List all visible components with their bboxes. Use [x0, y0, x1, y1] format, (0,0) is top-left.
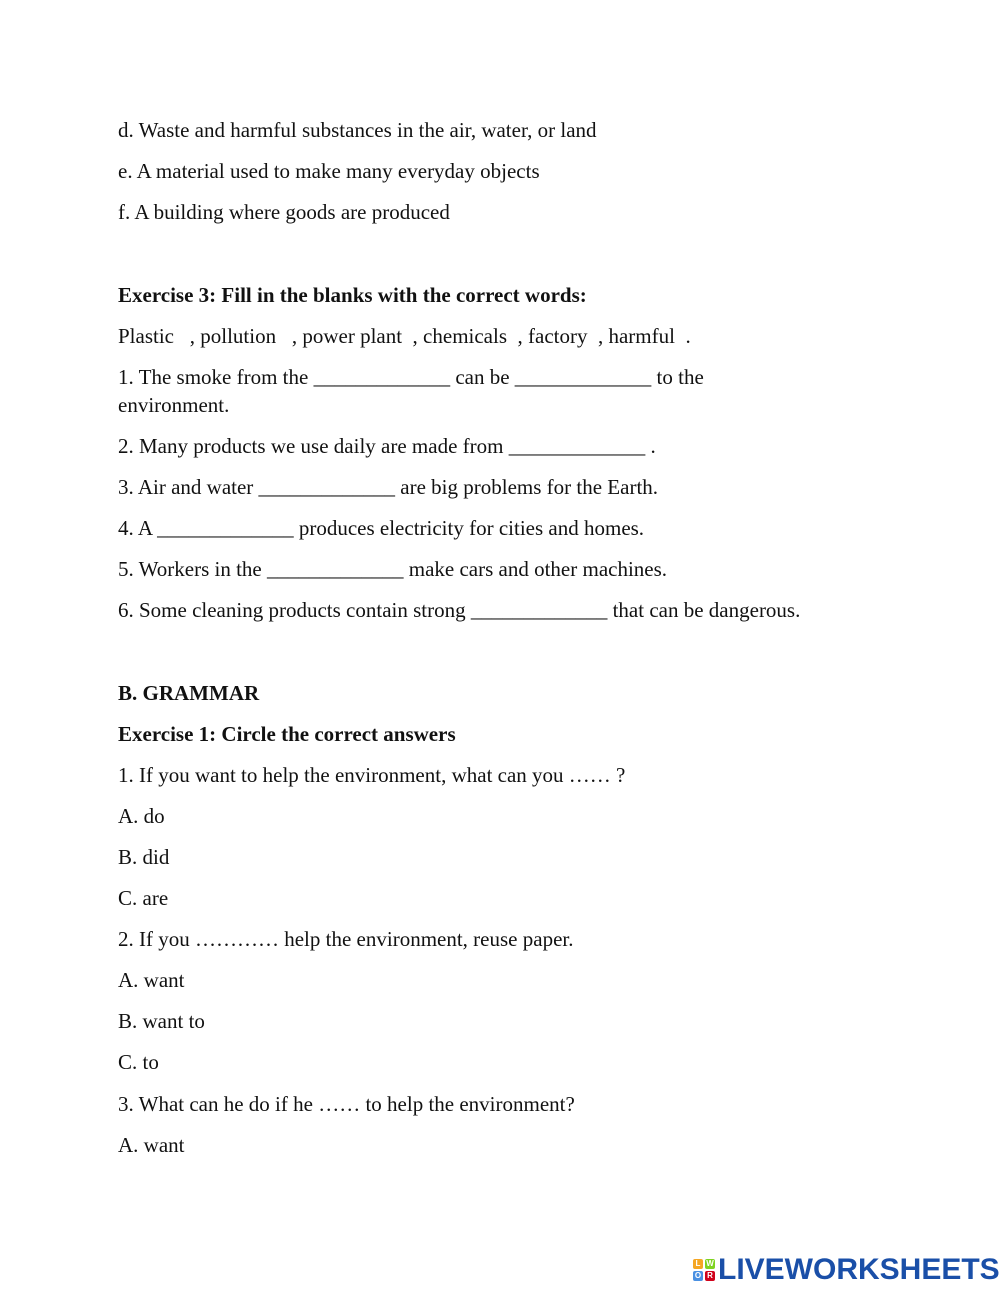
exercise3-question-6: 6. Some cleaning products contain strong _____________ that can be dangerous. [118, 598, 801, 622]
exercise3-question-1-line2: environment. [118, 393, 230, 417]
exercise3-question-1-line1: 1. The smoke from the _____________ can be _____________ to the [118, 365, 704, 389]
grammar-q1-option-a[interactable]: A. do [118, 804, 165, 828]
exercise3-question-2: 2. Many products we use daily are made from _____________ . [118, 434, 656, 458]
grammar-q1-option-c[interactable]: C. are [118, 886, 169, 910]
grammar-q2-option-a[interactable]: A. want [118, 968, 185, 992]
exercise3-question-4: 4. A _____________ produces electricity for cities and homes. [118, 516, 645, 540]
grammar-question-3: 3. What can he do if he …… to help the environment? [118, 1092, 575, 1116]
exercise3-question-5: 5. Workers in the _____________ make cars and other machines. [118, 557, 668, 581]
grammar-question-1: 1. If you want to help the environment, what can you …… ? [118, 763, 626, 787]
exercise3-title: Exercise 3: Fill in the blanks with the correct words: [118, 283, 587, 307]
grammar-q2-option-b[interactable]: B. want to [118, 1009, 205, 1033]
grammar-q2-option-c[interactable]: C. to [118, 1050, 159, 1074]
grammar-q1-option-b[interactable]: B. did [118, 845, 170, 869]
word-bank: Plastic , pollution , power plant , chemicals , factory , harmful . [118, 324, 691, 348]
liveworksheets-logo-text: LIVEWORKSHEETS [718, 1253, 1000, 1286]
grammar-question-2: 2. If you ………… help the environment, reuse paper. [118, 927, 574, 951]
grammar-heading: B. GRAMMAR [118, 681, 260, 705]
definition-d: d. Waste and harmful substances in the air, water, or land [118, 118, 597, 142]
grammar-exercise1-title: Exercise 1: Circle the correct answers [118, 722, 456, 746]
grammar-q3-option-a[interactable]: A. want [118, 1133, 185, 1157]
definition-f: f. A building where goods are produced [118, 200, 450, 224]
liveworksheets-logo[interactable] [693, 1254, 1000, 1286]
definition-e: e. A material used to make many everyday objects [118, 159, 540, 183]
exercise3-question-3: 3. Air and water _____________ are big problems for the Earth. [118, 475, 659, 499]
liveworksheets-logo-icon: L W O R [694, 1259, 714, 1280]
